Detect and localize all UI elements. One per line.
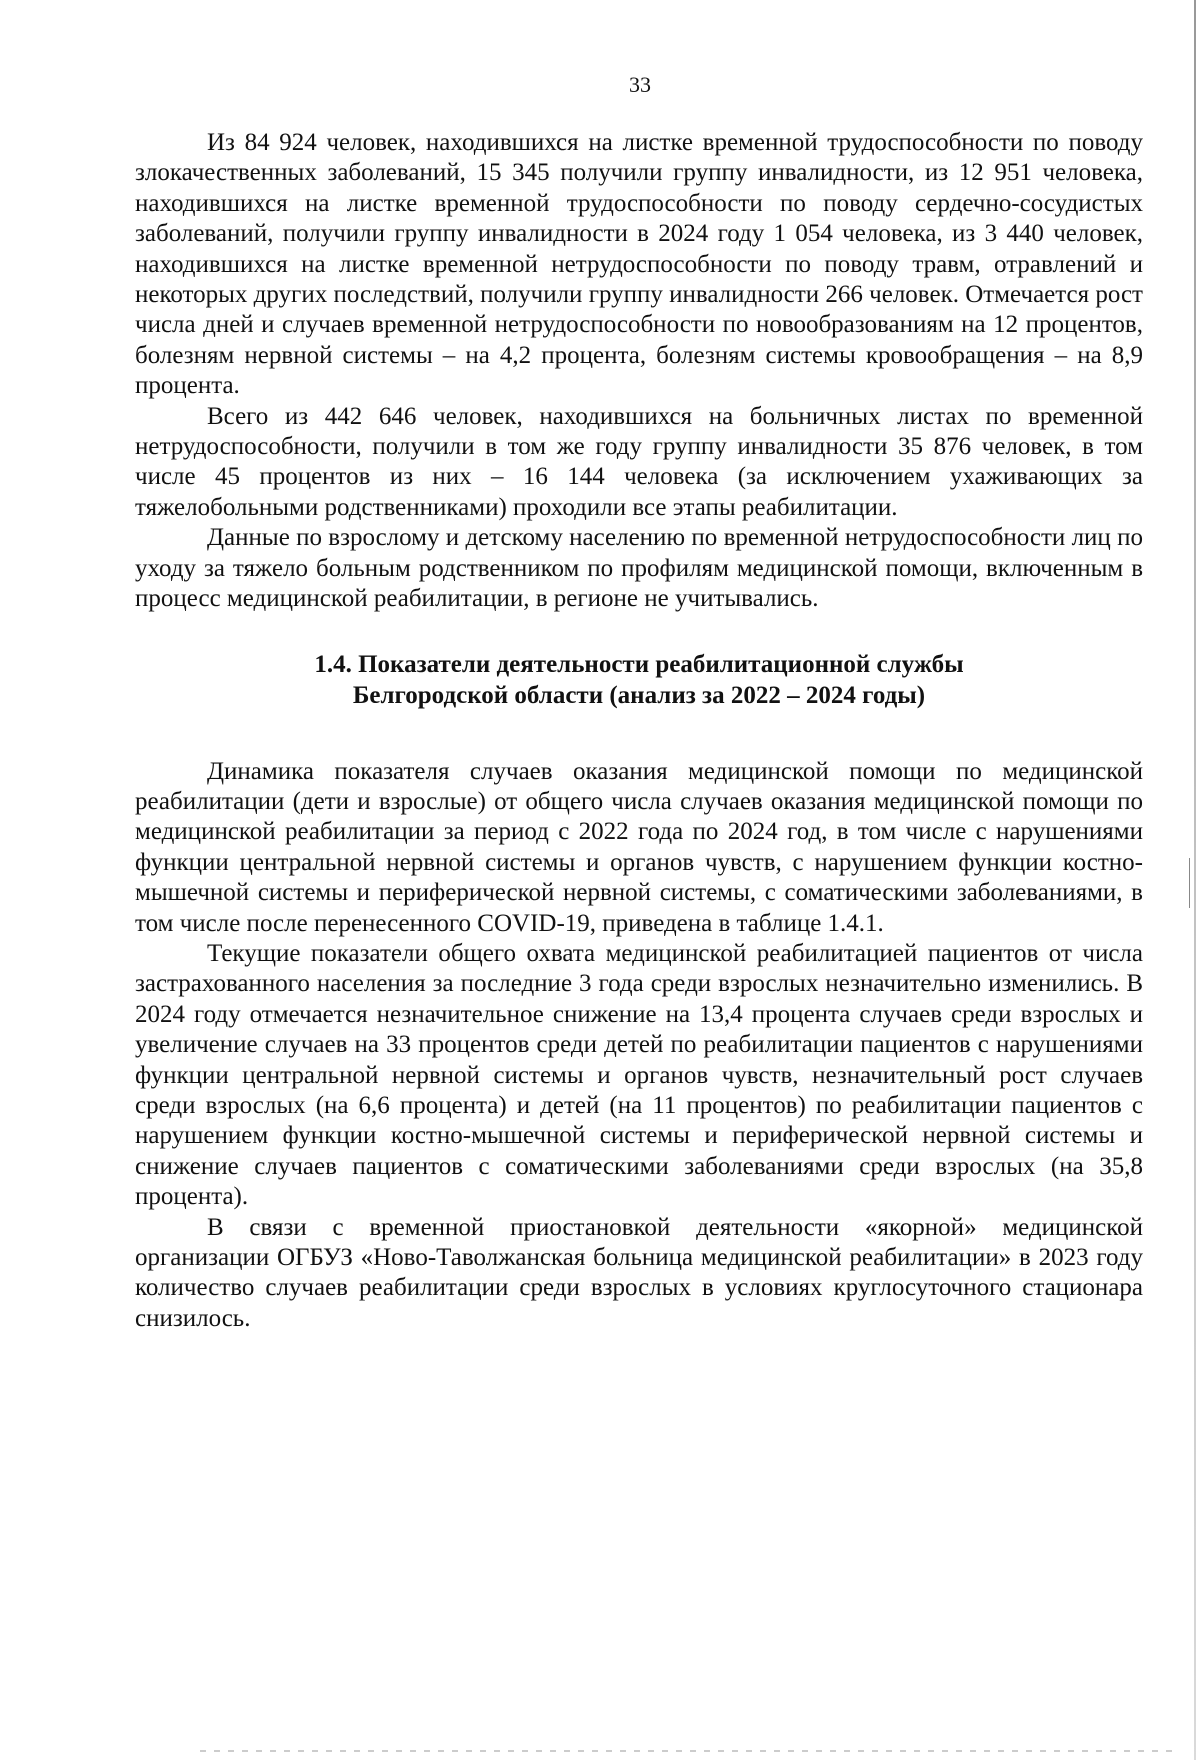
scan-edge-line — [1194, 0, 1196, 1760]
scan-bottom-noise — [200, 1750, 1180, 1752]
scan-edge-mark — [1189, 858, 1190, 908]
paragraph-anchor-organization: В связи с временной приостановкой деятельности «якорной» медицинской организации ОГБУЗ «Ново-Таволжанская больница медицинской реабилитации» в 2023 году количество случаев реабилитации среди взрослых в условиях круглосуточного стационара снизилось. — [135, 1213, 1143, 1332]
paragraph-rehab-dynamics: Динамика показателя случаев оказания медицинской помощи по медицинской реабилитации (дети и взрослые) от общего числа случаев оказания медицинской помощи по медицинской реабилитации за период с 2022 года по 2024 год, в том числе с нарушениями функции центральной нервной системы и органов чувств, с нарушением функции костно-мышечной системы и периферической нервной системы, с соматическими заболеваниями, в том числе после перенесенного COVID-19, приведена в таблице 1.4.1. — [135, 757, 1143, 937]
section-heading-line-2: Белгородской области (анализ за 2022 – 2024 годы) — [352, 681, 926, 709]
paragraph-coverage-indicators: Текущие показатели общего охвата медицинской реабилитацией пациентов от числа застрахованного населения за последние 3 года среди взрослых незначительно изменились. В 2024 году отмечается незначительное снижение на 13,4 процента случаев среди взрослых и увеличение случаев на 33 процентов среди детей по реабилитации пациентов с нарушениями функции центральной нервной системы и органов чувств, незначительный рост случаев среди взрослых (на 6,6 процента) и детей (на 11 процентов) по реабилитации пациентов с нарушением функции костно-мышечной системы и периферической нервной системы и снижение случаев пациентов с соматическими заболеваниями среди взрослых (на 35,8 процента). — [135, 939, 1143, 1211]
section-heading — [135, 649, 1143, 711]
page-number: 33 — [629, 72, 651, 97]
document-body — [135, 128, 1143, 1334]
paragraph-disability-groups: Из 84 924 человек, находившихся на листке временной трудоспособности по поводу злокачественных заболеваний, 15 345 получили группу инвалидности, из 12 951 человека, находившихся на листке временной трудоспособности по поводу сердечно-сосудистых заболеваний, получили группу инвалидности в 2024 году 1 054 человека, из 3 440 человек, находившихся на листке временной нетрудоспособности по поводу травм, отравлений и некоторых других последствий, получили группу инвалидности 266 человек. Отмечается рост числа дней и случаев временной нетрудоспособности по новообразованиям на 12 процентов, болезням нервной системы – на 4,2 процента, болезням системы кровообращения – на 8,9 процента. — [135, 129, 1143, 400]
section-heading-line-1: 1.4. Показатели деятельности реабилитационной службы — [314, 650, 964, 678]
paragraph-sick-leave-total: Всего из 442 646 человек, находившихся на больничных листах по временной нетрудоспособности, получили в том же году группу инвалидности 35 876 человек, в том числе 45 процентов из них – 16 144 человека (за исключением ухаживающих за тяжелобольными родственниками) проходили все этапы реабилитации. — [135, 402, 1143, 521]
paragraph-caregiver-data: Данные по взрослому и детскому населению по временной нетрудоспособности лиц по уходу за тяжело больным родственником по профилям медицинской помощи, включенным в процесс медицинской реабилитации, в регионе не учитывались. — [135, 524, 1143, 613]
